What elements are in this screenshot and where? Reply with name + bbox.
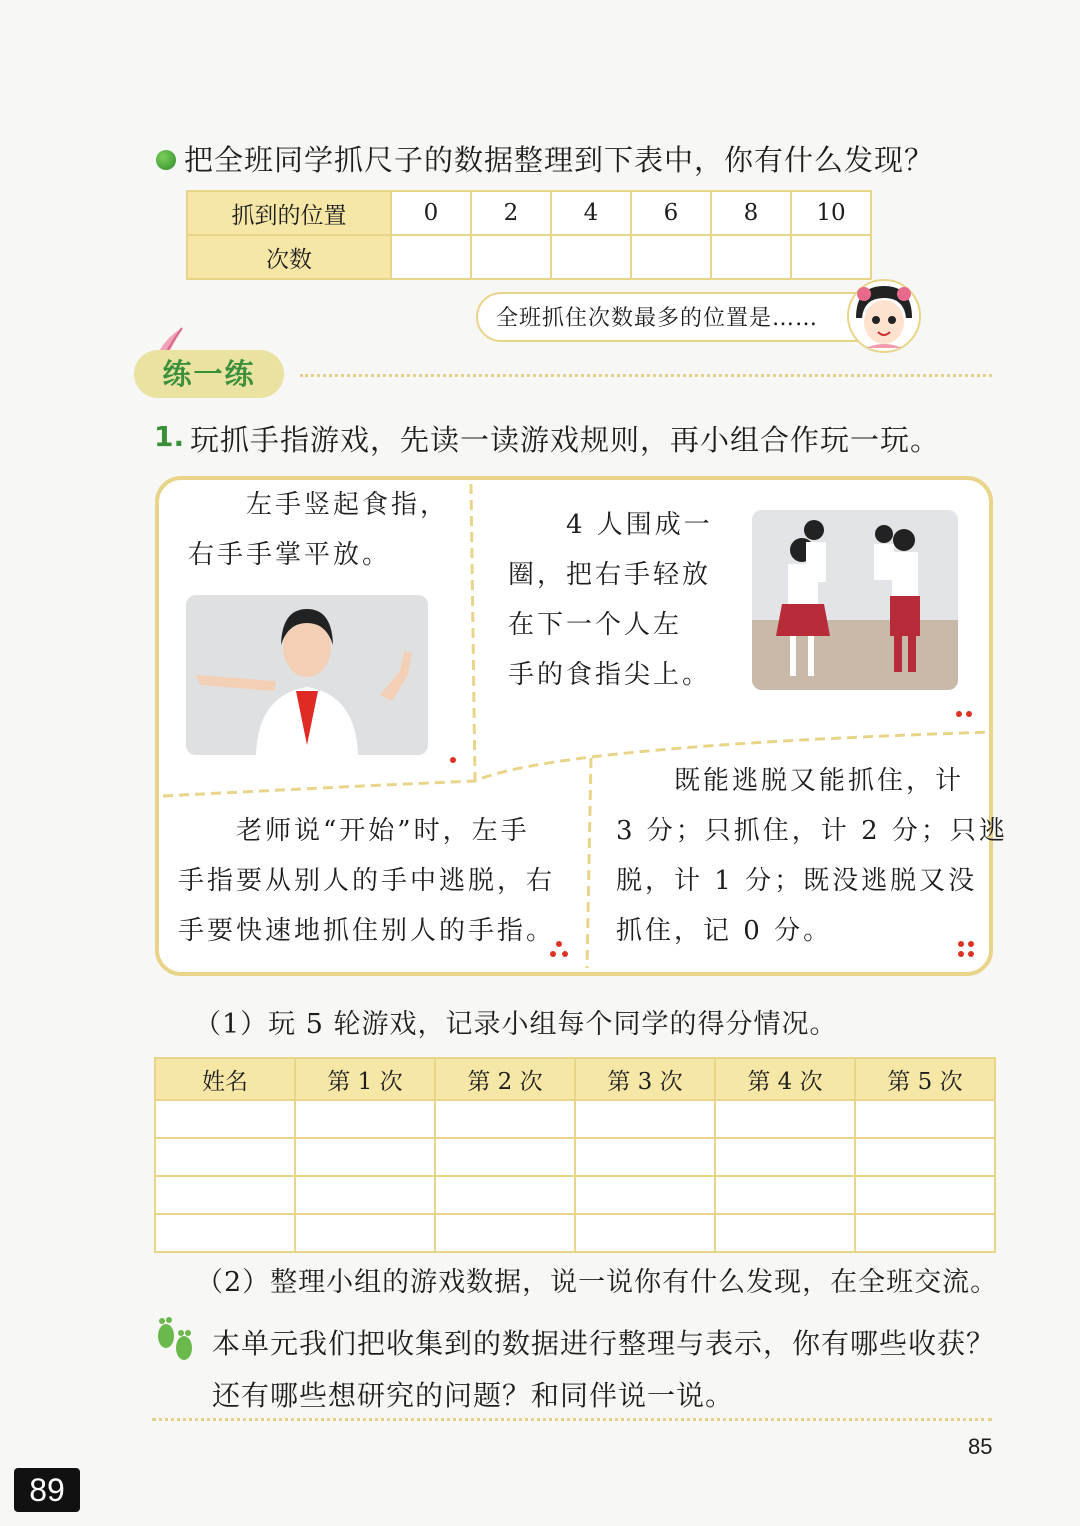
- blank-cell: [155, 1138, 295, 1176]
- table-header-row: [155, 1058, 995, 1100]
- blank-cell: [551, 235, 631, 279]
- table-row: [155, 1214, 995, 1252]
- blank-cell: [391, 235, 471, 279]
- section-divider: [300, 374, 992, 377]
- reflection-line: 还有哪些想研究的问题？和同伴说一说。: [212, 1379, 735, 1412]
- rule-1: [188, 480, 449, 580]
- score-table: [154, 1057, 996, 1253]
- table-header-cell: 第 4 次: [715, 1058, 855, 1100]
- table-header-cell: 第 2 次: [435, 1058, 575, 1100]
- blank-cell: [631, 235, 711, 279]
- exercise-text: 玩抓手指游戏，先读一读游戏规则，再小组合作玩一玩。: [190, 423, 941, 457]
- table-cell: 0: [391, 191, 471, 235]
- rule-line: 手指要从别人的手中逃脱，右: [178, 866, 556, 896]
- rule-line: 脱，计 1 分；既没逃脱又没: [616, 866, 978, 896]
- footprints-icon: [152, 1316, 200, 1366]
- rule-line: 既能逃脱又能抓住，计: [674, 766, 965, 796]
- blank-cell: [435, 1176, 575, 1214]
- blank-cell: [435, 1138, 575, 1176]
- table-cell: 8: [711, 191, 791, 235]
- table-header-cell: 次数: [187, 235, 391, 279]
- blank-cell: [715, 1100, 855, 1138]
- reflection-line: 本单元我们把收集到的数据进行整理与表示，你有哪些收获？: [212, 1327, 996, 1360]
- rule-line: 右手手掌平放。: [188, 540, 392, 570]
- rule-line: 3 分；只抓住，计 2 分；只逃: [616, 816, 1008, 846]
- page-number: 85: [968, 1434, 993, 1459]
- blank-cell: [155, 1214, 295, 1252]
- table-header-cell: 第 3 次: [575, 1058, 715, 1100]
- rule-line: 左手竖起食指，: [246, 490, 450, 520]
- rule-line: 手的食指尖上。: [508, 660, 712, 690]
- blank-cell: [855, 1100, 995, 1138]
- blank-cell: [575, 1138, 715, 1176]
- bottom-divider: [152, 1418, 992, 1421]
- blank-cell: [155, 1100, 295, 1138]
- blank-cell: [855, 1176, 995, 1214]
- table-row: [187, 235, 871, 279]
- sub-question-2: （2）整理小组的游戏数据，说一说你有什么发现，在全班交流。: [196, 1267, 999, 1298]
- rule-line: 圈，把右手轻放: [508, 560, 712, 590]
- position-table: [186, 190, 872, 280]
- blank-cell: [295, 1176, 435, 1214]
- blank-cell: [435, 1100, 575, 1138]
- table-header-cell: 抓到的位置: [187, 191, 391, 235]
- table-row: [187, 191, 871, 235]
- table-header-cell: 姓名: [155, 1058, 295, 1100]
- blank-cell: [155, 1176, 295, 1214]
- blank-cell: [715, 1214, 855, 1252]
- blank-cell: [575, 1100, 715, 1138]
- green-dot-icon: [156, 150, 176, 170]
- table-cell: 2: [471, 191, 551, 235]
- photo-children-circle: [752, 510, 958, 690]
- rule-2: [508, 500, 713, 700]
- rule-3: [178, 806, 555, 956]
- photo-girl-hands: [186, 595, 428, 755]
- table-row: [155, 1138, 995, 1176]
- rule-4: [616, 756, 1008, 956]
- blank-cell: [435, 1214, 575, 1252]
- table-row: [155, 1176, 995, 1214]
- blank-cell: [715, 1138, 855, 1176]
- question-text: 把全班同学抓尺子的数据整理到下表中，你有什么发现？: [184, 143, 935, 177]
- blank-cell: [295, 1214, 435, 1252]
- blank-cell: [855, 1214, 995, 1252]
- blank-cell: [295, 1138, 435, 1176]
- blank-cell: [575, 1214, 715, 1252]
- rule-line: 抓住，记 0 分。: [616, 916, 833, 946]
- rule-line: 在下一个人左: [508, 610, 683, 640]
- blank-cell: [855, 1138, 995, 1176]
- table-cell: 6: [631, 191, 711, 235]
- table-row: [155, 1100, 995, 1138]
- blank-cell: [711, 235, 791, 279]
- rule-line: 4 人围成一: [566, 510, 713, 540]
- blank-cell: [791, 235, 871, 279]
- blank-cell: [575, 1176, 715, 1214]
- blank-cell: [715, 1176, 855, 1214]
- table-header-cell: 第 5 次: [855, 1058, 995, 1100]
- practice-tag: 练一练: [134, 350, 284, 398]
- table-header-cell: 第 1 次: [295, 1058, 435, 1100]
- girl-character-icon: [846, 278, 922, 354]
- blank-cell: [295, 1100, 435, 1138]
- page-badge: 89: [14, 1468, 80, 1512]
- table-cell: 4: [551, 191, 631, 235]
- blank-cell: [471, 235, 551, 279]
- sub-question-1: （1）玩 5 轮游戏，记录小组每个同学的得分情况。: [194, 1009, 838, 1040]
- exercise-number: 1.: [154, 420, 185, 453]
- table-cell: 10: [791, 191, 871, 235]
- reflection-text: [212, 1318, 995, 1422]
- rule-line: 手要快速地抓住别人的手指。: [178, 916, 556, 946]
- speech-bubble: 全班抓住次数最多的位置是……: [476, 292, 906, 342]
- rule-line: 老师说“开始”时，左手: [236, 816, 530, 846]
